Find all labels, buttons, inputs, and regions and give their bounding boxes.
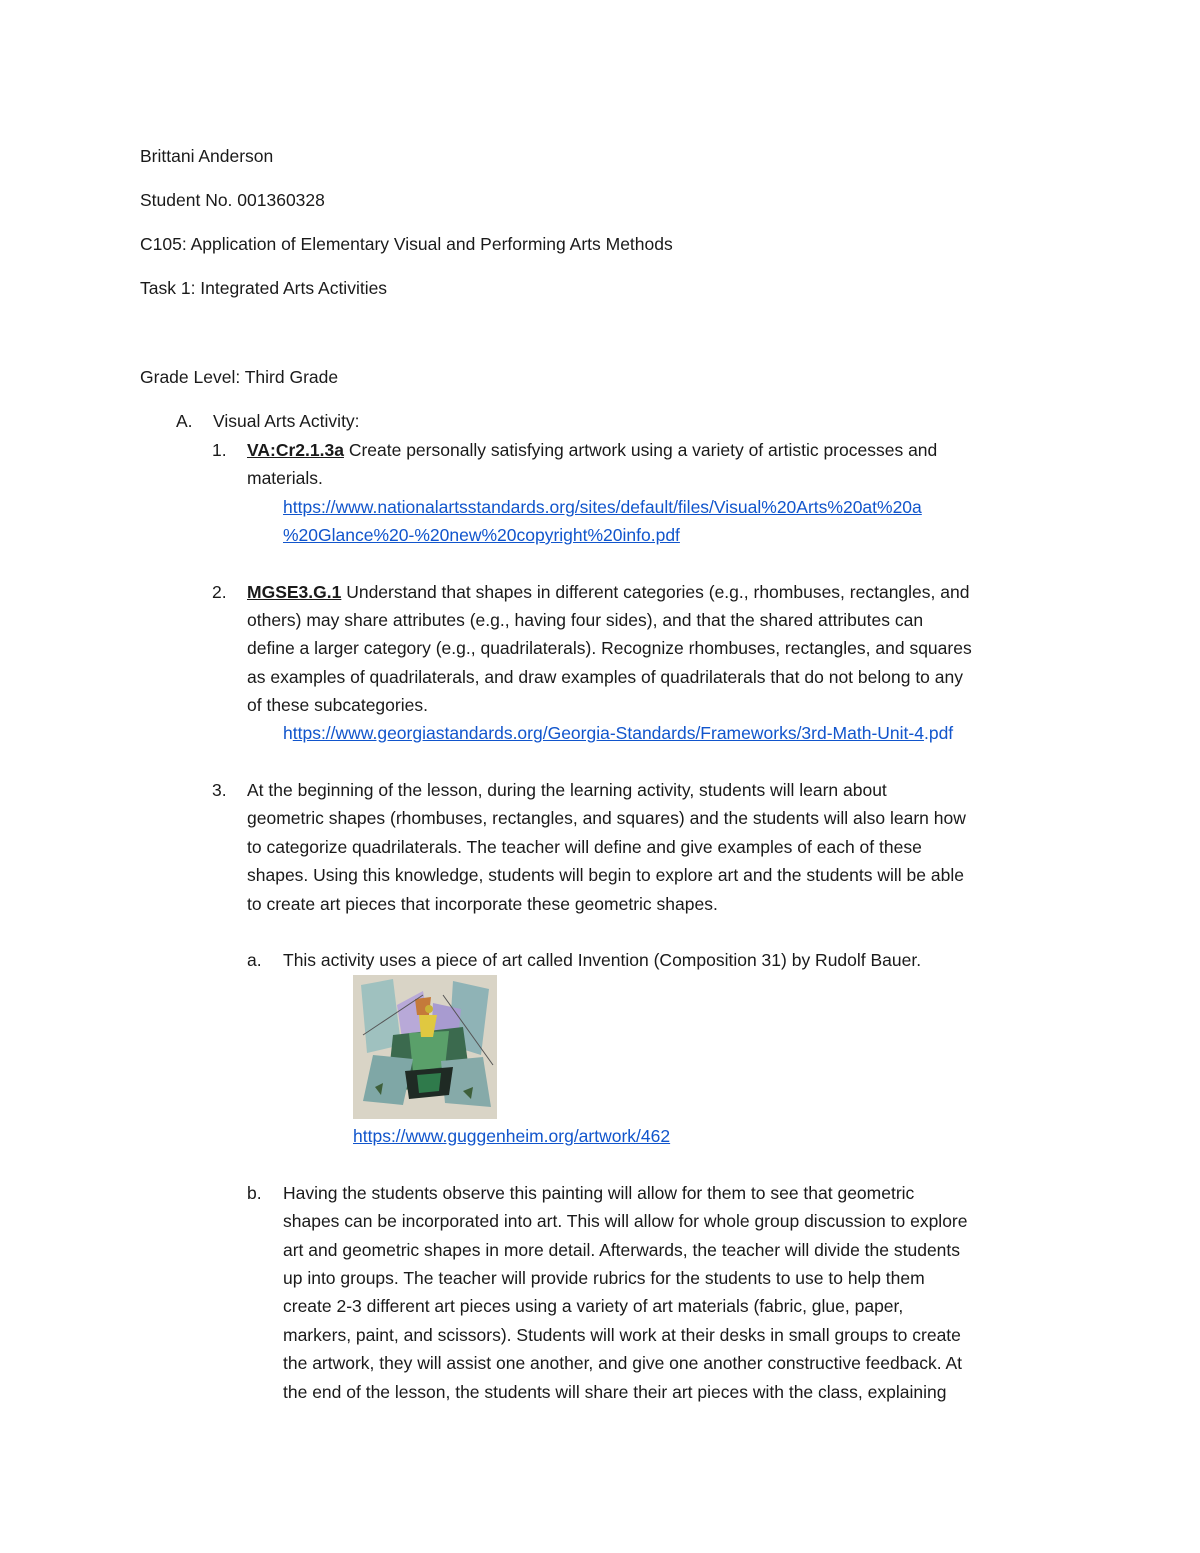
item-3-line-2: geometric shapes (rhombuses, rectangles, and squares) and the students will also learn how (247, 808, 966, 828)
item-3-line-1: At the beginning of the lesson, during the learning activity, students will learn about (247, 780, 887, 800)
item-3-marker: 3. (212, 780, 227, 800)
sub-b-line-5: create 2-3 different art pieces using a variety of art materials (fabric, glue, paper, (283, 1296, 904, 1316)
item-1-link-line-2[interactable] (283, 521, 680, 549)
author-name: Brittani Anderson (140, 146, 274, 166)
section-a-marker: A. (176, 411, 193, 431)
item-2-line-2: others) may share attributes (e.g., having four sides), and that the shared attributes can (247, 610, 924, 630)
item-2-line-4: as examples of quadrilaterals, and draw examples of quadrilaterals that do not belong to any (247, 667, 963, 687)
course-title: C105: Application of Elementary Visual and Performing Arts Methods (140, 234, 673, 254)
item-2-link-line[interactable] (283, 719, 953, 747)
nationalarts-link-1[interactable]: https://www.nationalartsstandards.org/sites/default/files/Visual%20Arts%20at%20a (283, 497, 922, 517)
sub-b-marker: b. (247, 1183, 262, 1203)
item-3-line-3: to categorize quadrilaterals. The teacher will define and give examples of each of these (247, 837, 922, 857)
invention-composition-31-image (353, 975, 497, 1119)
task-title: Task 1: Integrated Arts Activities (140, 278, 388, 298)
sub-b-line-7: the artwork, they will assist one another, and give one another constructive feedback. At (283, 1353, 963, 1373)
sub-b-line-1: Having the students observe this painting will allow for them to see that geometric (283, 1183, 915, 1203)
guggenheim-link[interactable]: https://www.guggenheim.org/artwork/462 (353, 1126, 671, 1146)
item-2-line-1 (247, 578, 969, 606)
sub-b-line-2: shapes can be incorporated into art. This will allow for whole group discussion to explore (283, 1211, 968, 1231)
item-2-marker: 2. (212, 582, 227, 602)
artwork-shape (425, 1005, 433, 1013)
item-3-line-5: to create art pieces that incorporate these geometric shapes. (247, 894, 718, 914)
georgia-link-suffix[interactable]: .pdf (923, 723, 954, 743)
section-a-title: Visual Arts Activity: (213, 411, 360, 431)
sub-b-line-6: markers, paint, and scissors). Students will work at their desks in small groups to create (283, 1325, 961, 1345)
item-1-line-1 (247, 436, 937, 464)
item-1-link-line-1[interactable] (283, 493, 922, 521)
item-2-line-5: of these subcategories. (247, 695, 428, 715)
sub-b-line-4: up into groups. The teacher will provide rubrics for the students to use to help them (283, 1268, 925, 1288)
grade-level: Grade Level: Third Grade (140, 367, 339, 387)
item-1-text-1: Create personally satisfying artwork using a variety of artistic processes and (343, 440, 938, 460)
nationalarts-link-2[interactable]: %20Glance%20-%20new%20copyright%20info.pdf (283, 525, 680, 545)
artwork-image (353, 975, 497, 1119)
item-3-line-4: shapes. Using this knowledge, students will begin to explore art and the students will be able (247, 865, 964, 885)
item-1-marker: 1. (212, 440, 227, 460)
item-2-standard-code: MGSE3.G.1 (247, 582, 342, 602)
item-2-text-1: Understand that shapes in different categories (e.g., rhombuses, rectangles, and (341, 582, 970, 602)
item-1-line-2: materials. (247, 468, 323, 488)
student-number: Student No. 001360328 (140, 190, 325, 210)
sub-b-line-8: the end of the lesson, the students will share their art pieces with the class, explaining (283, 1382, 947, 1402)
sub-b-line-3: art and geometric shapes in more detail. Afterwards, the teacher will divide the students (283, 1240, 961, 1260)
guggenheim-link-line[interactable] (353, 1122, 670, 1150)
sub-a-marker: a. (247, 950, 262, 970)
item-2-line-3: define a larger category (e.g., quadrilaterals). Recognize rhombuses, rectangles, and squares (247, 638, 972, 658)
sub-a-text: This activity uses a piece of art called Invention (Composition 31) by Rudolf Bauer. (283, 950, 922, 970)
item-1-standard-code: VA:Cr2.1.3a (247, 440, 344, 460)
georgia-standards-link[interactable]: ttps://www.georgiastandards.org/Georgia-Standards/Frameworks/3rd-Math-Unit-4 (292, 723, 924, 743)
georgia-link-prefix[interactable]: h (283, 723, 293, 743)
artwork-shape (417, 1073, 441, 1093)
